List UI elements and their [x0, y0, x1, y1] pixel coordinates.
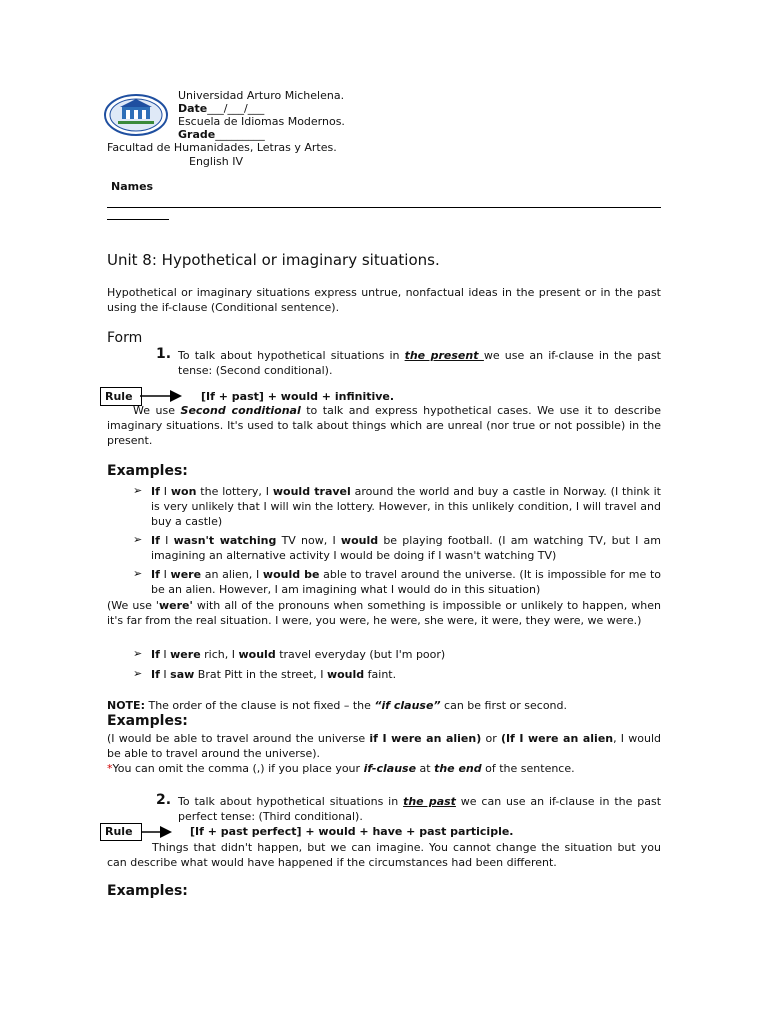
ex-text: I — [159, 568, 171, 581]
ex2-c: or — [481, 732, 501, 745]
second-conditional-description — [107, 403, 661, 448]
ex2-d: , I would be able to travel around the universe). — [107, 732, 661, 760]
ex-text: an alien, I — [201, 568, 263, 581]
grade-blank: _________ — [215, 128, 265, 141]
example-item — [151, 667, 661, 682]
names-line-1 — [107, 207, 661, 208]
section-1-text-b: we use an if-clause in the past tense: (Second conditional). — [178, 349, 661, 377]
desc-b: to talk and express hypothetical cases. We use it to describe imaginary situations. It's used to talk about things which are unreal (nor true or not possible) in the present. — [107, 404, 661, 447]
section-2-text-a: To talk about hypothetical situations in — [178, 795, 404, 808]
note-emphasis: “if clause” — [374, 699, 441, 712]
example-item — [151, 484, 661, 529]
ex-bold: were — [170, 568, 202, 581]
were-note-a: (We use ' — [107, 599, 159, 612]
example-item — [151, 567, 661, 597]
ex2-a: (I would be able to travel around the universe — [107, 732, 370, 745]
section-2-text — [178, 794, 661, 824]
comma-note-em-2: the end — [434, 762, 482, 775]
names-line-2 — [107, 219, 169, 220]
arrow-bullet-icon: ➢ — [133, 484, 143, 497]
ex2-bold-1: if I were an alien) — [369, 732, 482, 745]
ex-bold: would travel — [272, 485, 351, 498]
section-2-number: 2. — [156, 792, 172, 808]
ex-text: Brat Pitt in the street, I — [194, 668, 327, 681]
comma-note-b: at — [416, 762, 435, 775]
ex-text: TV now, I — [276, 534, 341, 547]
form-heading: Form — [107, 330, 143, 346]
rule-formula-2: [If + past perfect] + would + have + past participle. — [190, 825, 514, 838]
red-asterisk: * — [107, 762, 113, 775]
desc-a: We use — [133, 404, 181, 417]
examples-heading-2: Examples: — [107, 713, 188, 729]
date-label: Date — [178, 102, 208, 115]
ex-text: be playing football. (I am watching TV, but I am imagining an alternative activity I would be doing if I wasn't watching TV) — [151, 534, 662, 562]
unit-title: Unit 8: Hypothetical or imaginary situations. — [107, 251, 440, 269]
example-item — [151, 647, 661, 662]
university-name: Universidad Arturo Michelena. — [178, 89, 345, 102]
ex-text: able to travel around the universe. (It is impossible for me to be an alien. However, I am imagining what I would do in this situation) — [151, 568, 661, 596]
examples-heading-1: Examples: — [107, 463, 188, 479]
section-1-emphasis: the present — [404, 349, 484, 362]
rule-label-1: Rule — [105, 390, 133, 403]
desc-emphasis: Second conditional — [180, 404, 301, 417]
were-note-c: with all of the pronouns when something is impossible or unlikely to happen, when it's far from the real situation. I were, you were, he were, she were, it were, they were, we were.) — [107, 599, 661, 627]
section-2-text-b: we can use an if-clause in the past perfect tense: (Third conditional). — [178, 795, 662, 823]
course-name: English IV — [189, 155, 243, 168]
intro-paragraph: Hypothetical or imaginary situations express untrue, nonfactual ideas in the present or in the past using the if-clause (Conditional sentence). — [107, 286, 661, 314]
ex-bold: would — [340, 534, 379, 547]
ex-bold: wasn't watching — [173, 534, 277, 547]
comma-note-a: You can omit the comma (,) if you place your — [112, 762, 364, 775]
note-label: NOTE: — [107, 699, 145, 712]
third-conditional-description: Things that didn't happen, but we can imagine. You cannot change the situation but you can describe what would have happened if the circumstances had been different. — [107, 841, 661, 869]
ex-text: faint. — [364, 668, 397, 681]
ex-bold: would — [238, 648, 276, 661]
faculty-name: Facultad de Humanidades, Letras y Artes. — [107, 141, 337, 154]
section-1-number: 1. — [156, 346, 172, 362]
arrow-bullet-icon: ➢ — [133, 647, 143, 660]
comma-note — [107, 761, 661, 776]
ex-text: rich, I — [200, 648, 239, 661]
date-blanks: ___/___/___ — [207, 102, 265, 115]
university-logo — [104, 93, 168, 137]
arrow-bullet-icon: ➢ — [133, 567, 143, 580]
ex-text: I — [159, 534, 174, 547]
comma-note-c: of the sentence. — [481, 762, 575, 775]
were-note — [107, 598, 661, 628]
ex-text: the lottery, I — [196, 485, 273, 498]
grade-line — [178, 128, 265, 141]
ex-bold: were — [170, 648, 201, 661]
examples-heading-3: Examples: — [107, 883, 188, 899]
grade-label: Grade — [178, 128, 216, 141]
rule-label-2: Rule — [105, 825, 133, 838]
section-2-emphasis: the past — [403, 795, 456, 808]
arrow-right-icon — [142, 825, 172, 839]
note-paragraph — [107, 698, 661, 713]
section-1-text — [178, 348, 661, 378]
ex-if: If — [151, 668, 160, 681]
ex-if: If — [151, 485, 160, 498]
date-line — [178, 102, 264, 115]
ex-bold: would — [326, 668, 365, 681]
ex-text: I — [159, 648, 171, 661]
ex-bold: saw — [170, 668, 195, 681]
ex-text: around the world and buy a castle in Norway. (I think it is very unlikely that I will win the lottery. However, in this unlikely condition, I will travel and buy a castle) — [151, 485, 661, 528]
ex-text: I — [159, 668, 171, 681]
ex-bold: would be — [262, 568, 320, 581]
comma-note-em-1: if-clause — [363, 762, 417, 775]
ex-bold: won — [170, 485, 197, 498]
section-1-text-a: To talk about hypothetical situations in — [178, 349, 405, 362]
arrow-right-icon — [140, 389, 182, 403]
ex2-bold-2: (If I were an alien — [500, 732, 614, 745]
ex-text: travel everyday (but I'm poor) — [275, 648, 446, 661]
ex-text: I — [159, 485, 171, 498]
arrow-bullet-icon: ➢ — [133, 533, 143, 546]
clause-order-example — [107, 731, 661, 761]
note-text-a: The order of the clause is not fixed – the — [144, 699, 375, 712]
school-name: Escuela de Idiomas Modernos. — [178, 115, 345, 128]
rule-formula-1: [If + past] + would + infinitive. — [201, 390, 395, 403]
arrow-bullet-icon: ➢ — [133, 667, 143, 680]
ex-if: If — [151, 534, 160, 547]
rule-box-2 — [100, 823, 142, 841]
example-item — [151, 533, 661, 563]
were-note-bold: were' — [158, 599, 193, 612]
ex-if: If — [151, 648, 160, 661]
ex-if: If — [151, 568, 160, 581]
note-text-b: can be first or second. — [440, 699, 567, 712]
names-label: Names — [111, 180, 154, 193]
